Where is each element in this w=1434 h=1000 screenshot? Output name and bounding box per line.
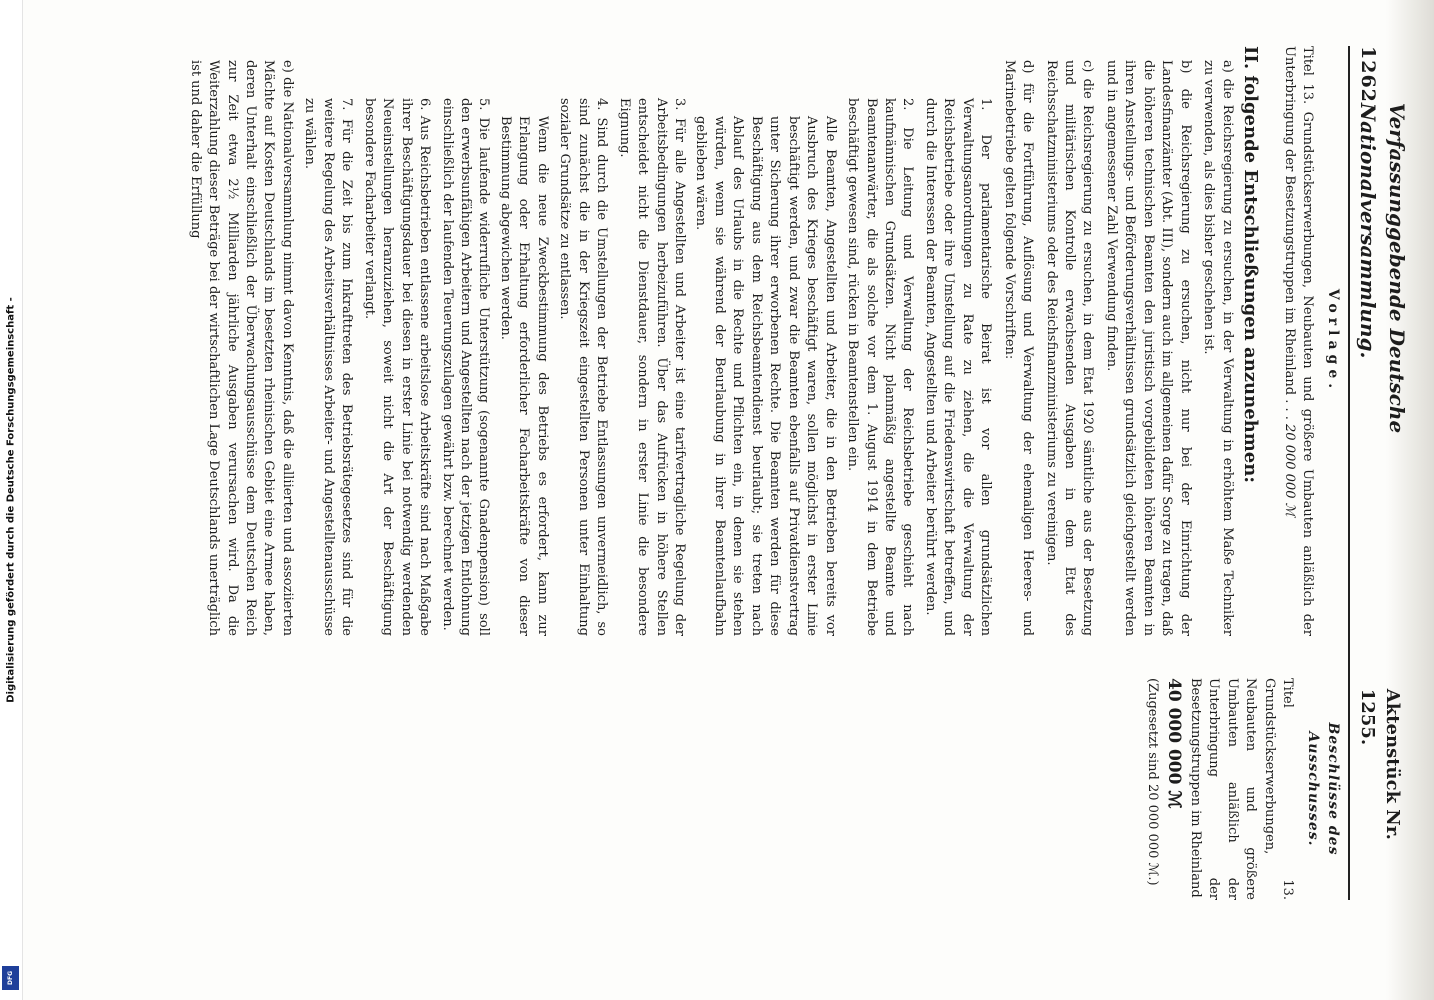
rule-4-paragraph: Wenn die neue Zweckbestimmung des Betriebs es erfordert, kann zur Erlangung oder Erhaltung erforderlicher Facharbeitskräfte von dieser Bestimmung abgewichen werden.	[497, 116, 550, 636]
rule-2-paragraph: Alle Beamten, Angestellten und Arbeiter, die in den Betrieben bereits vor Ausbruch des Krieges beschäftigt waren, sollen möglichst in erster Linie beschäftigt werden, und zwar die Beamten ebenfalls auf Privatdienstvertrag unter Sicherung ihrer erworbenen Rechte. Die Beamten werden für diese Beschäftigung aus dem Reichsbeamtendienst beurlaubt; sie treten nach Ablauf des Urlaubs in die Rechte und Pflichten ein, in denen sie stehen würden, wenn sie während der Beurlaubung in ihrer Beamtenlaufbahn geblieben wären.	[693, 116, 838, 636]
page-header	[1348, 46, 1409, 900]
running-title: Verfassunggebende Deutsche Nationalversammlung.	[1356, 102, 1409, 434]
rule-1: 1. Der parlamentarische Beirat ist vor allen grundsätzlichen Verwaltungsanordnungen zu Rate zu ziehen, die die Verwaltung der Reichsbetriebe oder ihre Umstellung auf die Friedenswirtschaft betreffen, und durch die Interessen der Beamten, Angestellten und Arbeiter berührt werden.	[922, 98, 994, 636]
right-column	[1136, 678, 1342, 900]
section-heading: II. folgende Entschließungen anzunehmen:	[1240, 46, 1262, 483]
resolution-c: c) die Reichsregierung zu ersuchen, in dem Etat 1920 sämtliche aus der Besetzung und militärischen Kontrolle erwachsenden Ausgaben in dem Etat des Reichsschatzministeriums oder des Reichsfinanzministeriums zu vereinigen.	[1043, 60, 1096, 636]
dfg-logo: DFG	[2, 966, 19, 990]
rule-7: 7. Für die Zeit bis zum Inkrafttreten des Betriebsrätegesetzes sind für die weitere Regelung des Arbeitsverhältnisses Arbeiter- und Angestelltenausschüsse zu wählen.	[302, 98, 355, 636]
resolution-b: b) die Reichsregierung zu ersuchen, nicht nur bei der Einrichtung der Landesfinanzämter (Abt. III), sondern auch im allgemeinen dafür Sorge zu tragen, daß die höheren technischen Beamten den juristisch vorgebildeten höheren Beamten in ihren Anstellungs- und Beförderungsverhältnissen grundsätzlich gleichgestellt werden und in angemessener Zahl Verwendung finden.	[1103, 60, 1193, 636]
right-column-title: Beschlüsse des Ausschusses.	[1305, 722, 1341, 856]
committee-title13-item	[1143, 678, 1296, 900]
committee-title13-text: Titel 13. Grundstückserwerbungen, Neubauten und größere Umbauten anläßlich der Unterbringung der Besetzungstruppen im Rheinland	[1187, 678, 1296, 900]
title13-amount: 20 000 000 ℳ	[1281, 424, 1297, 517]
title13-item: Titel 13. Grundstückserwerbungen, Neubauten und größere Umbauten anläßlich der Unterbringung der Besetzungstruppen im Rheinland . . . 20 000 000 ℳ	[1281, 46, 1316, 636]
resolution-a: a) die Reichsregierung zu ersuchen, in der Verwaltung in erhöhtem Maße Techniker zu verwenden, als dies bisher geschehen ist.	[1201, 60, 1235, 636]
committee-title13-amount: 40 000 000 ℳ	[1163, 678, 1184, 809]
rule-2: 2. Die Leitung und Verwaltung der Reichsbetriebe geschieht nach kaufmännischen Grundsätzen. Nicht planmäßig angestellte Beamte und Beamtenanwärter, die als solche vor dem 1. August 1914 in dem Betriebe beschäftigt gewesen sind, rücken in Beamtenstellen ein.	[845, 98, 916, 636]
resolution-d: d) für die Fortführung, Auflösung und Verwaltung der ehemaligen Heeres- und Marinebetriebe gelten folgende Vorschriften:	[1001, 60, 1036, 636]
rule-3: 3. Für alle Angestellten und Arbeiter ist eine tarifvertragliche Regelung der Arbeitsbedingungen herbeizuführen. Über das Aufrücken in höhere Stellen entscheidet nicht die Dienstdauer, sondern in erster Linie die besondere Eignung.	[616, 98, 687, 636]
digitization-note: Digitalisierung gefördert durch die Deutsche Forschungsgemeinschaft -	[5, 297, 17, 703]
digitization-strip	[0, 0, 23, 1000]
left-column	[180, 46, 1342, 636]
page-content-rotated	[172, 38, 1409, 908]
rule-6: 6. Aus Reichsbetrieben entlassene arbeitslose Arbeitskräfte sind nach Maßgabe ihrer Beschäftigungsdauer bei diesen in erster Linie bei notwendig werdenden Neueinstellungen heranzuziehen, soweit nicht die Art der Beschäftigung besondere Facharbeiter verlangt.	[361, 98, 433, 636]
rule-5: 5. Die laufende widerrufliche Unterstützung (sogenannte Gnadenpension) soll den erwerbsunfähigen Arbeitern und Angestellten nach der jetzigen Entlohnung einschließlich der laufenden Teuerungszulagen gewährt bzw. berechnet werden.	[439, 98, 492, 636]
title13-text: Titel 13. Grundstückserwerbungen, Neubauten und größere Umbauten anläßlich der Unterbringung der Besetzungstruppen im Rheinland	[1281, 46, 1316, 636]
left-column-title: Vorlage.	[1325, 288, 1341, 394]
page-number: 1262	[1356, 46, 1379, 103]
document-reference: Aktenstück Nr. 1255.	[1356, 688, 1404, 840]
resolution-e: e) die Nationalversammlung nimmt davon Kenntnis, daß die alliierten und assoziierten Mächte auf Kosten Deutschlands im besetzten rheinischen Gebiet eine Armee haben, deren Unterhalt einschließlich der Überwachungsausschüsse dem Deutschen Reich zur Zeit etwa 2½ Milliarden jährliche Ausgaben verursachen wird. Da die Weiterzahlung dieser Beträge bei der wirtschaftlichen Lage Deutschlands unerträglich ist und daher die Erfüllung	[187, 60, 295, 636]
rule-4: 4. Sind durch die Umstellungen der Betriebe Entlassungen unvermeidlich, so sind zunächst die in der Kriegszeit eingestellten Personen unter Einhaltung sozialer Grundsätze zu entlassen.	[557, 98, 610, 636]
scanned-page	[172, 38, 1409, 908]
committee-title13-note: (Zugesetzt sind 20 000 000 ℳ.)	[1145, 678, 1161, 886]
